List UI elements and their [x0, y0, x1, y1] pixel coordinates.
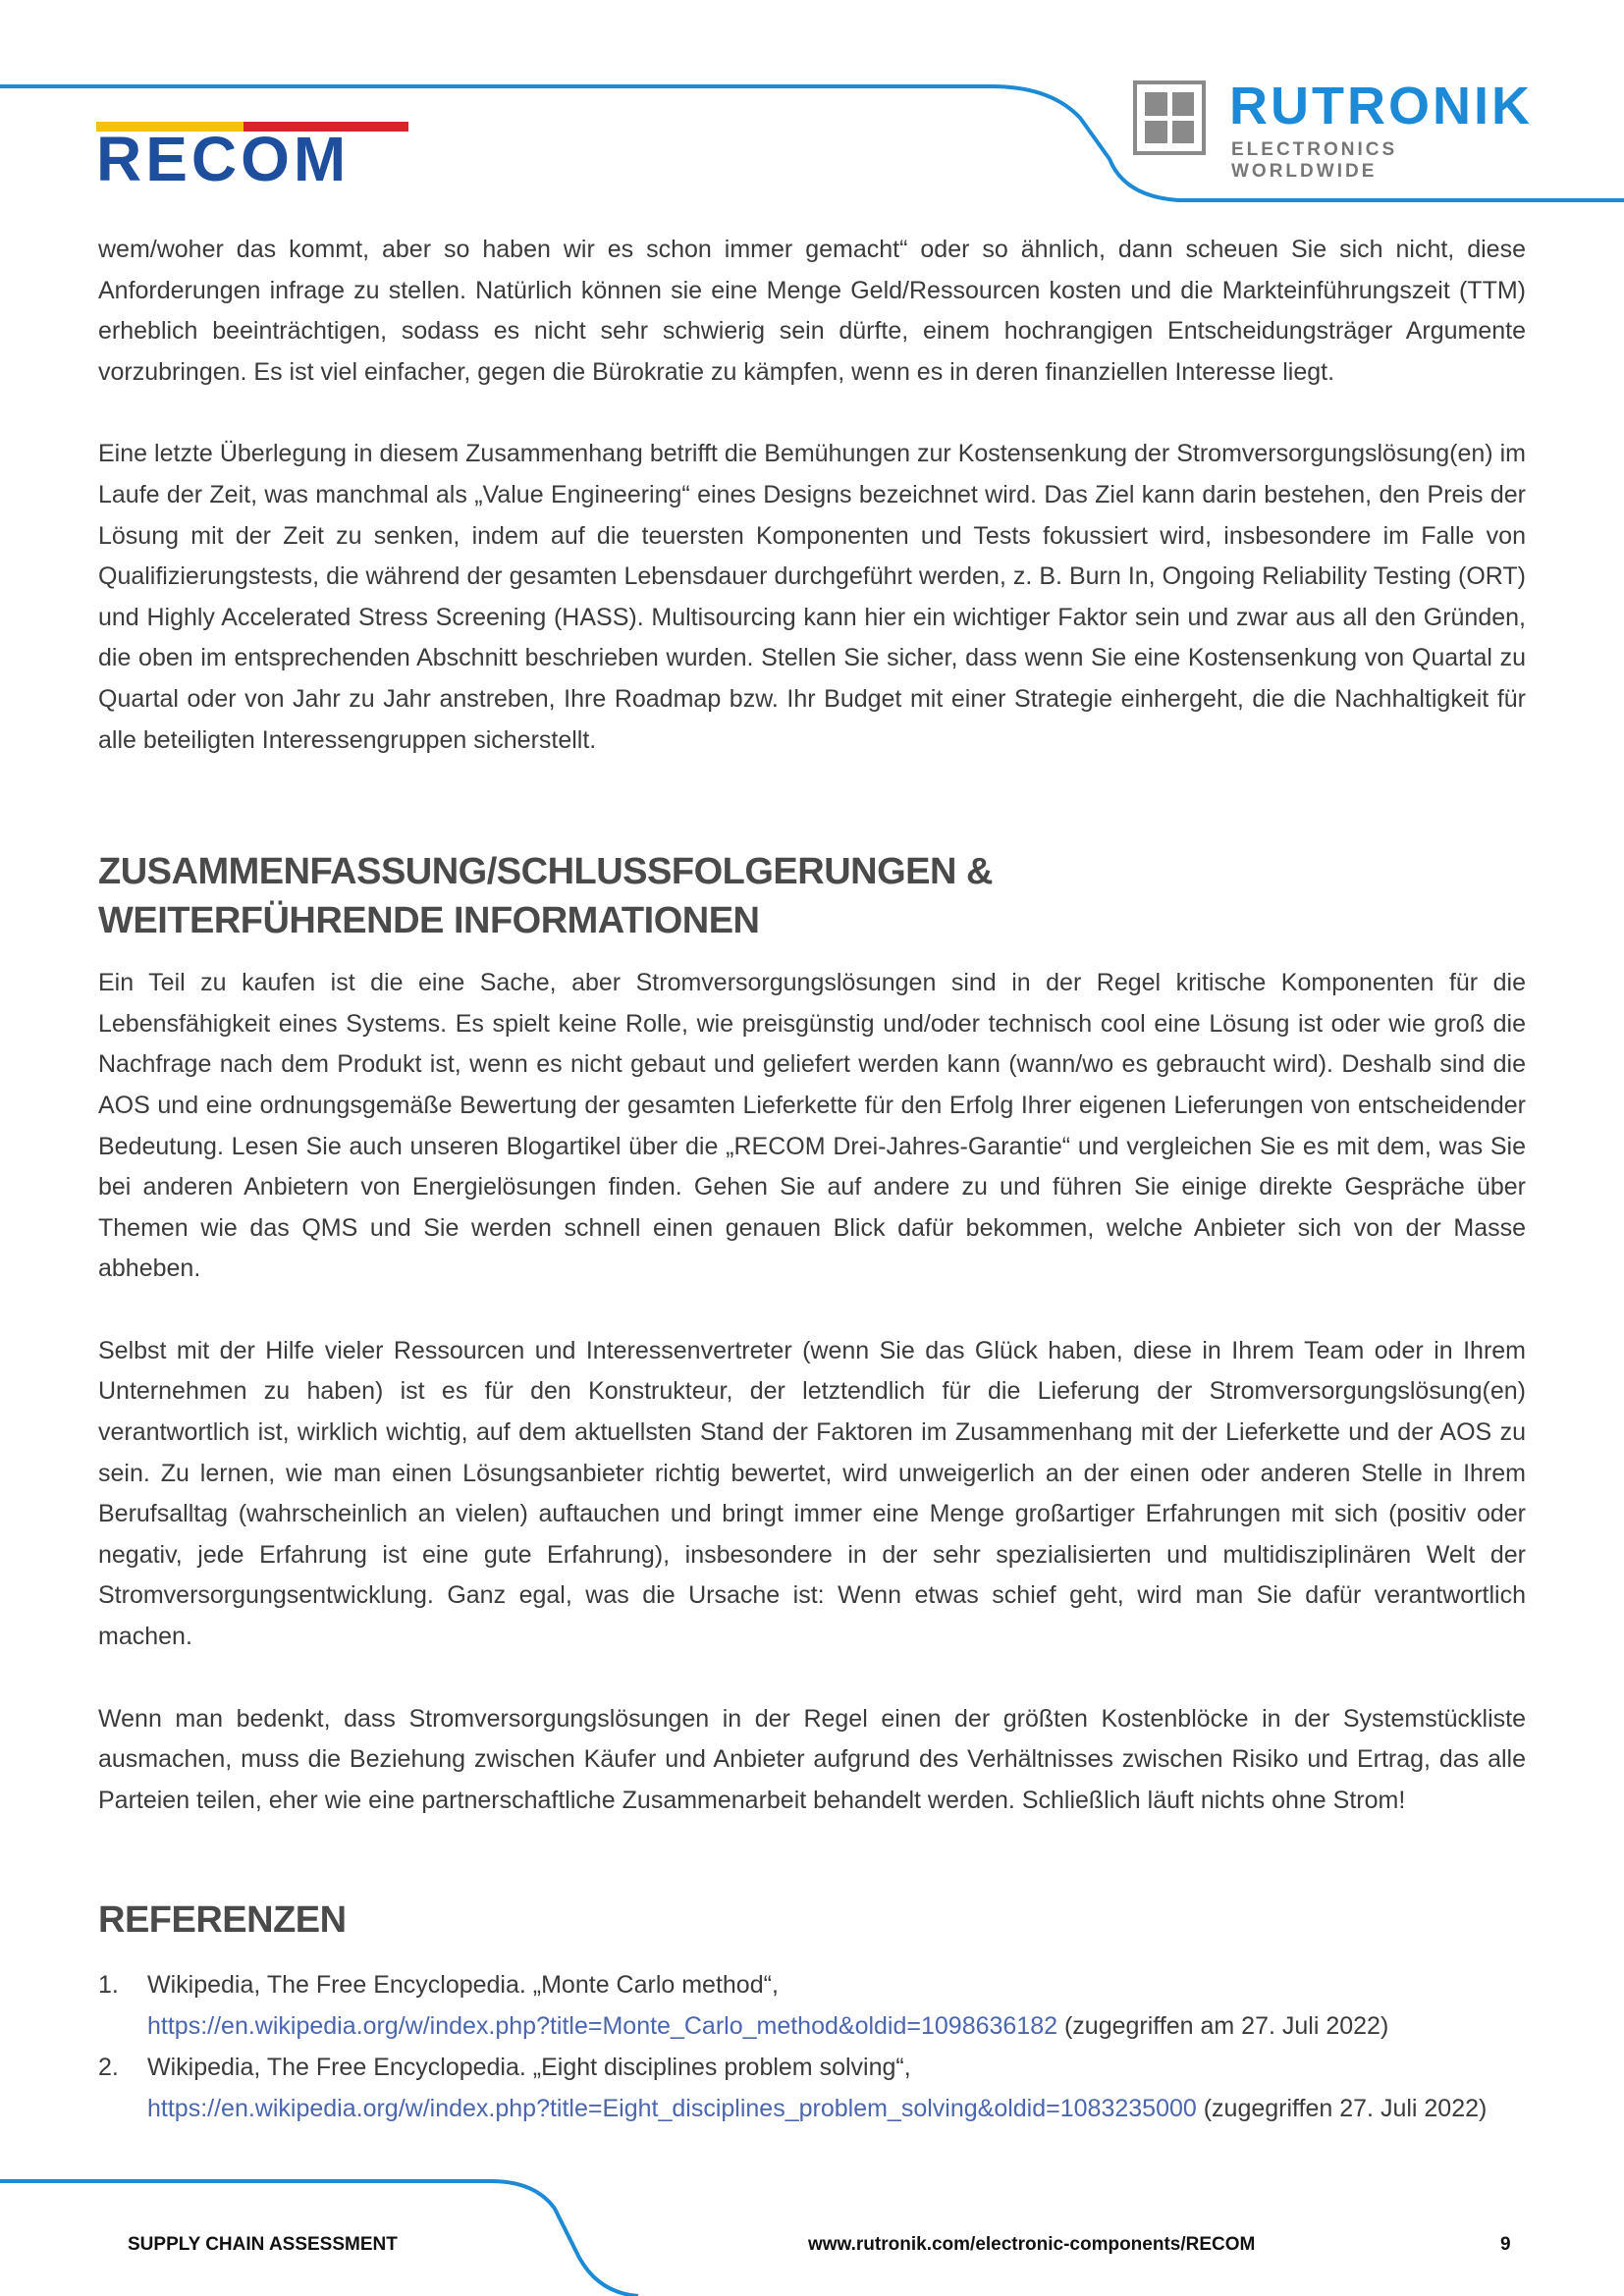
section-heading-summary: ZUSAMMENFASSUNG/SCHLUSSFOLGERUNGEN & WEITERFÜHRENDE INFORMATIONEN	[98, 851, 993, 942]
rutronik-tagline: ELECTRONICS WORLDWIDE	[1231, 139, 1398, 182]
reference-number: 2.	[98, 2054, 119, 2082]
reference-text: Wikipedia, The Free Encyclopedia. „Eight disciplines problem solving“,	[147, 2054, 911, 2082]
recom-logo-text: RECOM	[96, 124, 351, 194]
footer-website-link[interactable]: www.rutronik.com/electronic-components/RECOM	[808, 2234, 1256, 2255]
footer-document-title: SUPPLY CHAIN ASSESSMENT	[128, 2234, 398, 2255]
section-heading-references: REFERENZEN	[98, 1899, 347, 1942]
reference-link[interactable]: https://en.wikipedia.org/w/index.php?title=Eight_disciplines_problem_solving&oldid=1083235000	[147, 2095, 1197, 2123]
rutronik-grid-icon	[1133, 80, 1206, 155]
reference-note: (zugegriffen 27. Juli 2022)	[1196, 2095, 1488, 2123]
reference-item-1	[98, 1964, 1526, 2047]
footer-page-number: 9	[1500, 2234, 1511, 2255]
paragraph-summary-1: Ein Teil zu kaufen ist die eine Sache, aber Stromversorgungslösungen sind in der Regel kritische Komponenten für die Lebensfähigkeit eines Systems. Es spielt keine Rolle, wie preisgünstig und/oder technisch cool eine Lösung ist oder wie groß die Nachfrage nach dem Produkt ist, wenn es nicht gebaut und geliefert werden kann (wann/wo es gebraucht wird). Deshalb sind die AOS und eine ordnungsgemäße Bewertung der gesamten Lieferkette für den Erfolg Ihrer eigenen Lieferungen von entscheidender Bedeutung. Lesen Sie auch unseren Blogartikel über die „RECOM Drei-Jahres-Garantie“ und vergleichen Sie es mit dem, was Sie bei anderen Anbietern von Energielösungen finden. Gehen Sie auf andere zu und führen Sie einige direkte Gespräche über Themen wie das QMS und Sie werden schnell einen genauen Blick dafür bekommen, welche Anbieter sich von der Masse abheben.	[98, 969, 1526, 1283]
paragraph-intro-continued: wem/woher das kommt, aber so haben wir es schon immer gemacht“ oder so ähnlich, dann scheuen Sie sich nicht, diese Anforderungen infrage zu stellen. Natürlich können sie eine Menge Geld/Ressourcen kosten und die Markteinführungszeit (TTM) erheblich beeinträchtigen, sodass es nicht sehr schwierig sein dürfte, einem hochrangigen Entscheidungsträger Argumente vorzubringen. Es ist viel einfacher, gegen die Bürokratie zu kämpfen, wenn es in deren finanziellen Interesse liegt.	[98, 236, 1526, 386]
reference-text: Wikipedia, The Free Encyclopedia. „Monte Carlo method“,	[147, 1971, 779, 2000]
reference-number: 1.	[98, 1971, 119, 2000]
recom-logo	[96, 122, 408, 194]
document-body	[98, 230, 1526, 2129]
references-list	[98, 1964, 1526, 2129]
paragraph-summary-2: Selbst mit der Hilfe vieler Ressourcen und Interessenvertreter (wenn Sie das Glück haben, diese in Ihrem Team oder in Ihrem Unternehmen zu haben) ist es für den Konstrukteur, der letztendlich für die Lieferung der Stromversorgungslösung(en) verantwortlich ist, wirklich wichtig, auf dem aktuellsten Stand der Faktoren im Zusammenhang mit der Lieferkette und der AOS zu sein. Zu lernen, wie man einen Lösungsanbieter richtig bewertet, wird unweigerlich an der einen oder anderen Stelle in Ihrem Berufsalltag (wahrscheinlich an vielen) auftauchen und bringt immer eine Menge großartiger Erfahrungen mit sich (positiv oder negativ, jede Erfahrung ist eine gute Erfahrung), insbesondere in der sehr spezialisierten und multidisziplinären Welt der Stromversorgungsentwicklung. Ganz egal, was die Ursache ist: Wenn etwas schief geht, wird man Sie dafür verantwortlich machen.	[98, 1336, 1526, 1651]
reference-note: (zugegriffen am 27. Juli 2022)	[1057, 2012, 1389, 2041]
reference-item-2	[98, 2047, 1526, 2129]
rutronik-logo-text: RUTRONIK	[1229, 77, 1533, 135]
reference-link[interactable]: https://en.wikipedia.org/w/index.php?title=Monte_Carlo_method&oldid=1098636182	[147, 2012, 1058, 2041]
paragraph-value-engineering: Eine letzte Überlegung in diesem Zusammenhang betrifft die Bemühungen zur Kostensenkung der Stromversorgungslösung(en) im Laufe der Zeit, was manchmal als „Value Engineering“ eines Designs bezeichnet wird. Das Ziel kann darin bestehen, den Preis der Lösung mit der Zeit zu senken, indem auf die teuersten Komponenten und Tests fokussiert wird, insbesondere im Falle von Qualifizierungstests, die während der gesamten Lebensdauer durchgeführt werden, z. B. Burn In, Ongoing Reliability Testing (ORT) und Highly Accelerated Stress Screening (HASS). Multisourcing kann hier ein wichtiger Faktor sein und zwar aus all den Gründen, die oben im entsprechenden Abschnitt beschrieben wurden. Stellen Sie sicher, dass wenn Sie eine Kostensenkung von Quartal zu Quartal oder von Jahr zu Jahr anstreben, Ihre Roadmap bzw. Ihr Budget mit einer Strategie einhergeht, die die Nachhaltigkeit für alle beteiligten Interessengruppen sicherstellt.	[98, 440, 1526, 754]
paragraph-summary-3: Wenn man bedenkt, dass Stromversorgungslösungen in der Regel einen der größten Kostenblöcke in der Systemstückliste ausmachen, muss die Beziehung zwischen Käufer und Anbieter aufgrund des Verhältnisses zwischen Risiko und Ertrag, das alle Parteien teilen, eher wie eine partnerschaftliche Zusammenarbeit behandelt werden. Schließlich läuft nichts ohne Strom!	[98, 1704, 1526, 1814]
rutronik-logo	[1133, 77, 1545, 182]
